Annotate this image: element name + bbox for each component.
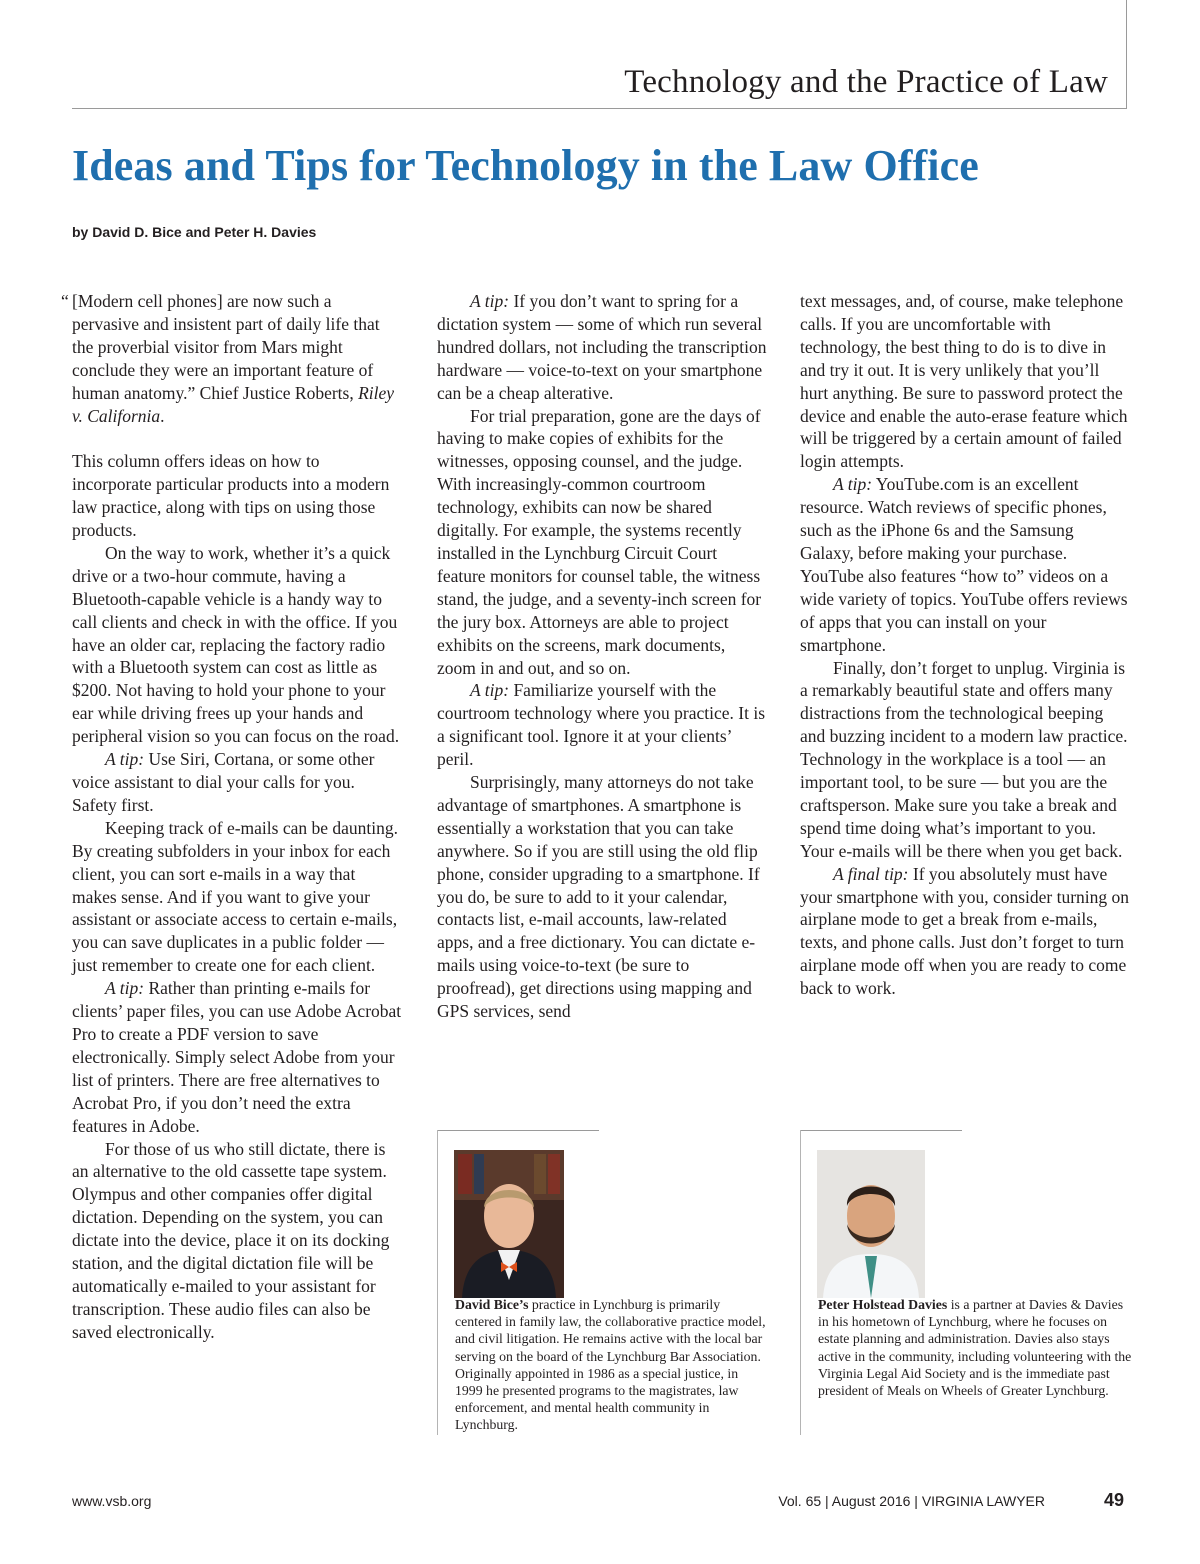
tip-court-text: Familiarize yourself with the courtroom technology where you practice. It is a significant tool. Ignore it at your clients’ peril. [437, 680, 766, 770]
tip-label: A tip: [470, 291, 510, 311]
tip-court-paragraph [437, 679, 767, 771]
byline: by David D. Bice and Peter H. Davies [72, 224, 317, 240]
column-2 [437, 290, 767, 1023]
tip-final-paragraph [800, 863, 1130, 1000]
tip-label: A tip: [470, 680, 510, 701]
tip-label: A tip: [105, 749, 145, 770]
smartphone-paragraph-continued [800, 290, 1130, 473]
trial-paragraph: For trial preparation, gone are the days of having to make copies of exhibits for the witnesses, opposing counsel, and the judge. With increasingly-common courtroom technology, exhibits can now be shared digitally. For example, the systems recently installed in the Lynchburg Circuit Court feature monitors for counsel table, the witness stand, the judge, and a seventy-inch screen for the jury box. Attorneys are able to project exhibits on the screens, mark documents, zoom in and out, and so on. [437, 405, 762, 678]
bio-rule [437, 1130, 599, 1131]
tip-voice-paragraph [437, 290, 767, 405]
bio-name-bice: David Bice’s [455, 1297, 529, 1312]
smartphone-paragraph: Surprisingly, many attorneys do not take advantage of smartphones. A smartphone is essentially a workstation that you can take anywhere. So if you are still using the old flip phone, consider upgrading to a smartphone. If you do, be sure to add to it your calendar, contacts list, e-mail accounts, law-related apps, and a free dictionary. You can dictate e-mails using voice-to-text (be sure to proofread), get directions using mapping and GPS services, send [437, 772, 760, 1022]
bio-vertical-rule [800, 1130, 801, 1435]
email-paragraph: Keeping track of e-mails can be daunting. By creating subfolders in your inbox for each client, you can sort e-mails in a way that makes sense. And if you want to give your assistant or associate access to certain e-mails, you can save duplicates in a public folder — just remember to create one for each client. [72, 817, 399, 976]
tip-label: A tip: [833, 474, 873, 495]
bio-body-davies: is a partner at Davies & Davies in his hometown of Lynchburg, where he focuses on estate planning and administration. Davies also stays active in the community, including volunteering with the Virginia Legal Aid Society and is the immediate past president of Meals on Wheels of Greater Lynchburg. [818, 1297, 1132, 1399]
quote-text: [Modern cell phones] are now such a pervasive and insistent part of daily life that the proverbial visitor from Mars might conclude they were an important feature of human anatomy.” Chief Justice Roberts, [72, 291, 380, 403]
bio-text-davies [818, 1296, 1132, 1399]
tip-voice-text: If you don’t want to spring for a dictation system — some of which run several hundred dollars, not including the transcription hardware — voice-to-text on your smartphone can be a cheap alterative. [437, 291, 767, 403]
footer-issue: Vol. 65 | August 2016 | VIRGINIA LAWYER [778, 1493, 1045, 1509]
bio-name-davies: Peter Holstead Davies [818, 1297, 948, 1312]
column-3 [800, 290, 1130, 1000]
opening-quote: “ [Modern cell phones] are now such a pervasive and insistent part of daily life that the proverbial visitor from Mars might conclude they were an important feature of human anatomy.” Chief Justice Roberts, Riley v. California. [61, 291, 395, 426]
column-1 [61, 290, 402, 1344]
tip-youtube-paragraph [800, 473, 1130, 656]
final-tip-label: A final tip: [833, 863, 909, 884]
page-number: 49 [1103, 1490, 1124, 1510]
section-header: Technology and the Practice of Law [624, 64, 1108, 100]
unplug-paragraph [800, 657, 1130, 863]
tip-youtube-text: YouTube.com is an excellent resource. Watch reviews of specific phones, such as the iPhone 6s and the Samsung Galaxy, before making your purchase. YouTube also features “how to” videos on a wide variety of topics. YouTube offers reviews of apps that you can install on your smartphone. [800, 474, 1128, 655]
commute-paragraph: On the way to work, whether it’s a quick drive or a two-hour commute, having a Bluetooth-capable vehicle is a handy way to call clients and check in with the office. If you have an older car, replacing the factory radio with a Bluetooth system can cost as little as $200. Not having to hold your phone to your ear while driving frees up your hands and peripheral vision so you can focus on the road. [72, 542, 400, 747]
intro-paragraph: This column offers ideas on how to incorporate particular products into a modern law practice, along with tips on using those products. [72, 451, 390, 541]
header-rule [72, 108, 1127, 109]
unplug-text: Finally, don’t forget to unplug. Virginia is a remarkably beautiful state and offers many distractions from the technological beeping and buzzing incident to a modern law practice. Technology in the workplace is a tool — an important tool, to be sure — but you are the craftsperson. Make sure you take a break and spend time doing what’s important to you. Your e-mails will be there when you get back. [800, 657, 1128, 861]
tip-label: A tip: [105, 978, 145, 999]
tip-siri-paragraph [72, 748, 402, 817]
bio-rule [800, 1130, 962, 1131]
bio-text-bice [455, 1296, 769, 1434]
smartphone-text-continued: text messages, and, of course, make telephone calls. If you are uncomfortable with technology, the best thing to do is to dive in and try it out. It is very unlikely that you’ll hurt anything. Be sure to password protect the device and enable the auto-erase feature which will be triggered by a certain amount of failed login attempts. [800, 291, 1128, 472]
tip-pdf-paragraph [72, 977, 402, 1137]
tip-final-text: If you absolutely must have your smartphone with you, consider turning on airplane mode to get a break from e-mails, texts, and phone calls. Just don’t forget to turn airplane mode off when you are ready to come back to work. [800, 863, 1130, 999]
tip-siri-text: Use Siri, Cortana, or some other voice assistant to dial your calls for you. Safety first. [72, 749, 375, 815]
author-photo-bice [454, 1150, 564, 1298]
dictation-paragraph: For those of us who still dictate, there is an alternative to the old cassette tape system. Olympus and other companies offer digital dictation. Depending on the system, you can dictate into the device, place it on its docking station, and the digital dictation file will be automatically e-mailed to your assistant for transcription. These audio files can also be saved electronically. [72, 1138, 390, 1342]
bio-body-bice: practice in Lynchburg is primarily centered in family law, the collaborative practice model, and civil litigation. He remains active with the local bar serving on the board of the Lynchburg Bar Association. Originally appointed in 1986 as a special justice, in 1999 he presented programs to the magistrates, law enforcement, and mental health community in Lynchburg. [455, 1297, 766, 1433]
article-title: Ideas and Tips for Technology in the Law Office [72, 141, 979, 190]
quote-case: Riley v. California [72, 382, 395, 426]
header-vertical-rule [1126, 0, 1127, 108]
bio-vertical-rule [437, 1130, 438, 1435]
quote-end: . [160, 405, 165, 426]
author-photo-davies [817, 1150, 925, 1298]
footer-url: www.vsb.org [72, 1493, 152, 1509]
tip-pdf-text: Rather than printing e-mails for clients’ paper files, you can use Adobe Acrobat Pro to create a PDF version to save electronically. Simply select Adobe from your list of printers. There are free alternatives to Acrobat Pro, if you don’t need the extra features in Adobe. [72, 978, 402, 1136]
